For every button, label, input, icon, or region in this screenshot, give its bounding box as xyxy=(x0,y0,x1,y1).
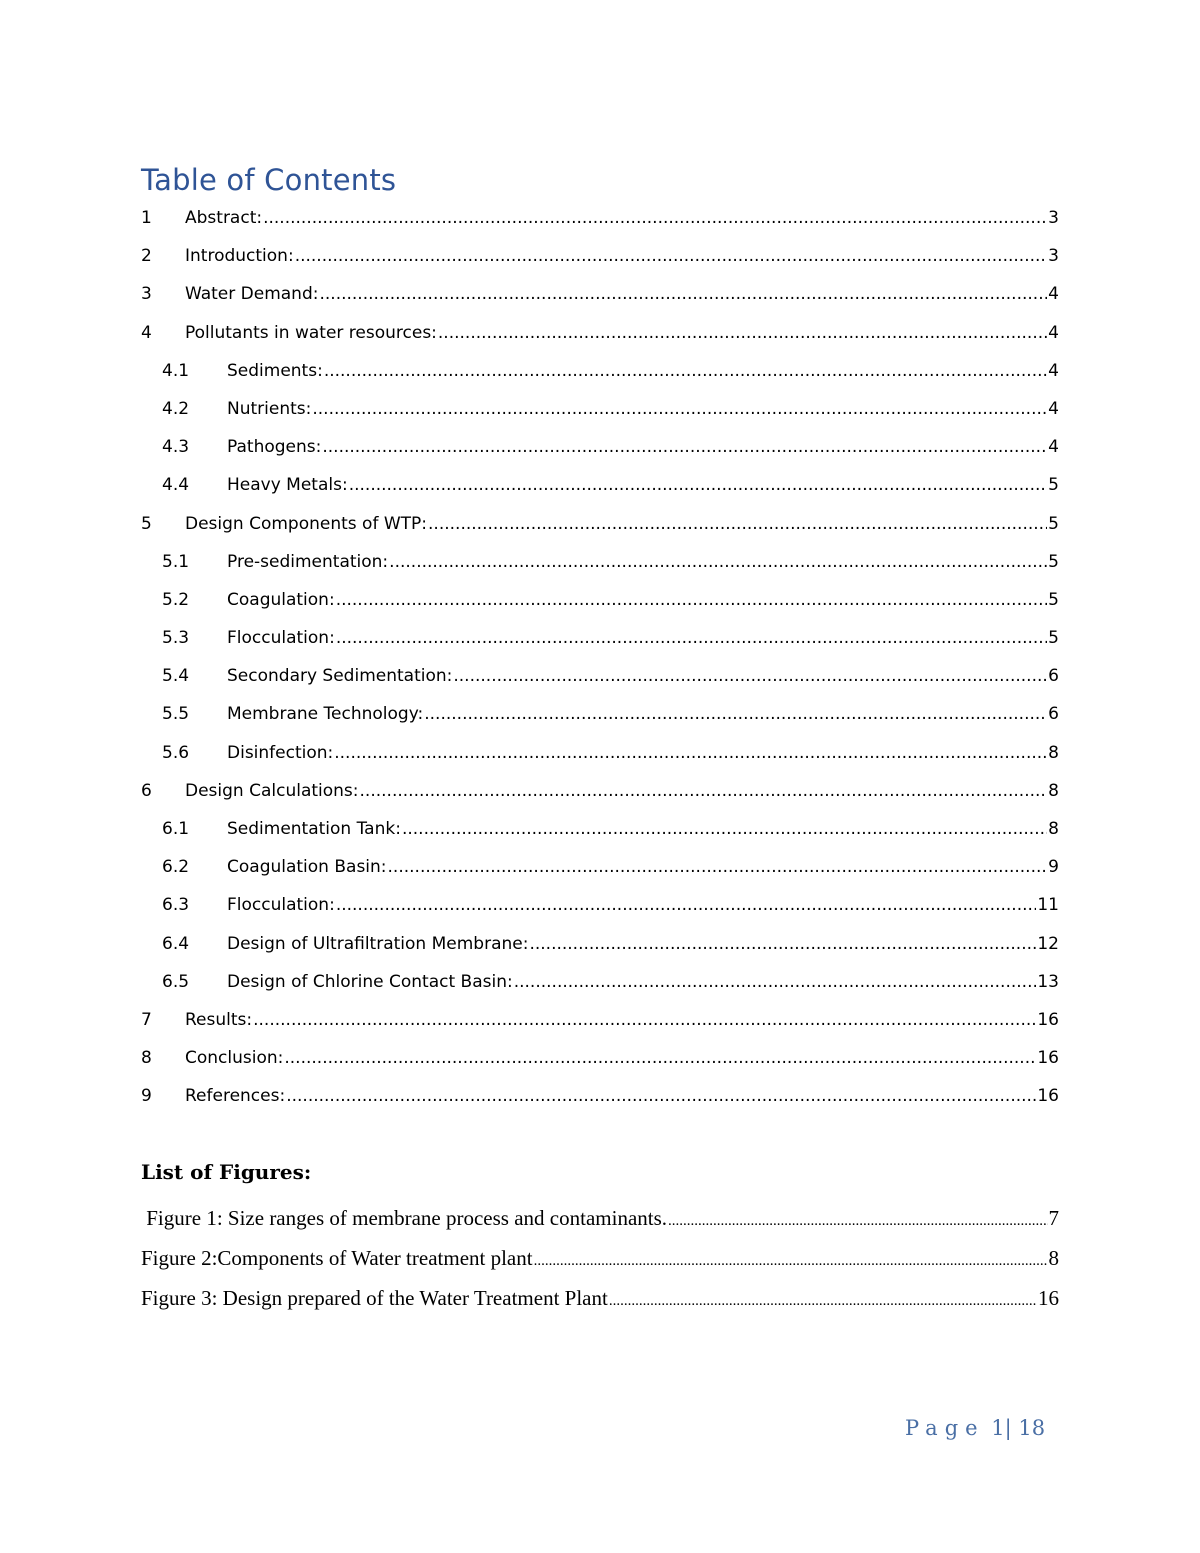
toc-entry-label: Design of Chlorine Contact Basin: xyxy=(227,971,513,992)
figure-entry-label: Figure 3: Design prepared of the Water Treatment Plant xyxy=(141,1286,608,1310)
toc-entry[interactable] xyxy=(141,810,1059,848)
dot-leader xyxy=(295,237,1047,275)
toc-entry-page: 11 xyxy=(1037,895,1059,916)
toc-entry[interactable] xyxy=(141,695,1059,733)
toc-entry-label: Introduction: xyxy=(185,246,294,267)
toc-entry-line xyxy=(227,543,1059,581)
toc-entry-line xyxy=(185,1001,1059,1039)
toc-entry-label: Pathogens: xyxy=(227,437,322,458)
toc-entry-label: Membrane Technology: xyxy=(227,704,424,725)
dot-leader xyxy=(609,1281,1037,1321)
page-footer xyxy=(905,1416,1045,1440)
toc-entry-page: 5 xyxy=(1048,551,1059,572)
toc-entry-label: Nutrients: xyxy=(227,398,312,419)
toc-entry-line xyxy=(227,390,1059,428)
figure-entry-label: Figure 1: Size ranges of membrane process and contaminants. xyxy=(141,1206,668,1230)
toc-entry-number: 6.2 xyxy=(162,857,190,878)
toc-entry[interactable] xyxy=(141,237,1059,275)
toc-entry-page: 16 xyxy=(1037,1009,1059,1030)
toc-entry-page: 5 xyxy=(1048,628,1059,649)
toc-entry-page: 5 xyxy=(1048,513,1059,534)
toc-entry[interactable] xyxy=(141,390,1059,428)
figure-entry-label: Figure 2:Components of Water treatment plant xyxy=(141,1246,533,1270)
toc-entry-number: 5.2 xyxy=(162,589,190,610)
toc-entry-line xyxy=(185,199,1059,237)
footer-current-page: 1 xyxy=(991,1416,1005,1440)
dot-leader xyxy=(322,428,1047,466)
toc-entry-number: 5.1 xyxy=(162,551,190,572)
toc-entry-number: 7 xyxy=(141,1009,152,1030)
toc-entry-number: 3 xyxy=(141,284,152,305)
figure-entry[interactable] xyxy=(141,1238,1059,1278)
toc-entry-line xyxy=(227,810,1059,848)
toc-entry[interactable] xyxy=(141,734,1059,772)
footer-total-pages: 18 xyxy=(1018,1416,1046,1440)
dot-leader xyxy=(319,275,1047,313)
dot-leader xyxy=(336,619,1047,657)
toc-entry-page: 6 xyxy=(1048,666,1059,687)
toc-entry-page: 8 xyxy=(1048,819,1059,839)
toc-entry[interactable] xyxy=(141,657,1059,695)
toc-entry-label: Pollutants in water resources: xyxy=(185,322,437,343)
toc-entry[interactable] xyxy=(141,581,1059,619)
dot-leader xyxy=(402,810,1047,848)
dot-leader xyxy=(514,963,1037,1001)
toc-entry-number: 1 xyxy=(141,208,152,228)
toc-entry-number: 4.2 xyxy=(162,398,190,419)
toc-entry-number: 5.6 xyxy=(162,742,190,763)
toc-entry[interactable] xyxy=(141,886,1059,924)
toc-entry-page: 8 xyxy=(1048,780,1059,801)
toc-entry-number: 6.3 xyxy=(162,895,190,916)
toc-entry-number: 5 xyxy=(141,513,152,534)
toc-entry-page: 6 xyxy=(1048,704,1059,725)
toc-entry-label: Design Calculations: xyxy=(185,780,359,801)
toc-entry-label: Secondary Sedimentation: xyxy=(227,666,453,687)
toc-entry-label: Coagulation Basin: xyxy=(227,857,387,878)
dot-leader xyxy=(534,1241,1048,1281)
dot-leader xyxy=(360,772,1048,810)
toc-entry-line xyxy=(185,1077,1059,1115)
dot-leader xyxy=(253,1001,1036,1039)
toc-entry-number: 9 xyxy=(141,1086,152,1107)
dot-leader xyxy=(529,925,1036,963)
toc-entry[interactable] xyxy=(141,314,1059,352)
toc-entry-label: Sedimentation Tank: xyxy=(227,819,401,839)
toc-entry-label: Disinfection: xyxy=(227,742,334,763)
list-of-figures xyxy=(141,1198,1059,1318)
toc-entry-line xyxy=(227,963,1059,1001)
toc-list xyxy=(141,199,1059,1116)
list-of-figures-heading: List of Figures: xyxy=(141,1160,312,1184)
figure-entry[interactable] xyxy=(141,1278,1059,1318)
dot-leader xyxy=(336,886,1037,924)
toc-entry-line xyxy=(185,1039,1059,1077)
toc-entry[interactable] xyxy=(141,848,1059,886)
toc-entry-line xyxy=(185,772,1059,810)
toc-entry[interactable] xyxy=(141,963,1059,1001)
toc-entry-page: 4 xyxy=(1048,437,1059,458)
toc-entry-number: 5.5 xyxy=(162,704,190,725)
footer-separator: | xyxy=(1004,1416,1012,1440)
toc-entry-line xyxy=(227,695,1059,733)
toc-entry-page: 16 xyxy=(1037,1086,1059,1107)
toc-entry-number: 8 xyxy=(141,1048,152,1069)
dot-leader xyxy=(389,543,1047,581)
dot-leader xyxy=(388,848,1048,886)
toc-entry-page: 5 xyxy=(1048,475,1059,496)
toc-entry-line xyxy=(185,237,1059,275)
dot-leader xyxy=(438,314,1047,352)
toc-entry[interactable] xyxy=(141,466,1059,504)
toc-entry-line xyxy=(227,848,1059,886)
dot-leader xyxy=(453,657,1047,695)
toc-entry-label: Results: xyxy=(185,1009,253,1030)
toc-entry-number: 6.5 xyxy=(162,971,190,992)
toc-entry-label: Abstract: xyxy=(185,208,263,228)
toc-entry[interactable] xyxy=(141,428,1059,466)
toc-entry-line xyxy=(227,657,1059,695)
toc-entry-line xyxy=(227,886,1059,924)
toc-entry-label: Heavy Metals: xyxy=(227,475,348,496)
toc-title: Table of Contents xyxy=(141,163,397,197)
dot-leader xyxy=(334,734,1047,772)
toc-entry-page: 12 xyxy=(1037,933,1059,954)
toc-entry-page: 4 xyxy=(1048,360,1059,381)
toc-entry-line xyxy=(227,925,1059,963)
toc-entry-label: Water Demand: xyxy=(185,284,319,305)
dot-leader xyxy=(263,199,1047,237)
toc-entry[interactable] xyxy=(141,352,1059,390)
toc-entry-line xyxy=(227,428,1059,466)
toc-entry[interactable] xyxy=(141,505,1059,543)
dot-leader xyxy=(349,466,1047,504)
dot-leader xyxy=(324,352,1047,390)
toc-entry-page: 3 xyxy=(1048,208,1059,228)
toc-entry-line xyxy=(227,619,1059,657)
toc-entry-page: 3 xyxy=(1048,246,1059,267)
toc-entry-label: Sediments: xyxy=(227,360,323,381)
figure-entry-page: 8 xyxy=(1048,1246,1059,1270)
figure-entry-page: 16 xyxy=(1038,1286,1059,1310)
toc-entry-page: 8 xyxy=(1048,742,1059,763)
toc-entry-line xyxy=(185,314,1059,352)
toc-entry-page: 13 xyxy=(1037,971,1059,992)
toc-entry-number: 4.1 xyxy=(162,360,190,381)
dot-leader xyxy=(336,581,1047,619)
toc-entry[interactable] xyxy=(141,1001,1059,1039)
toc-entry-label: Pre-sedimentation: xyxy=(227,551,389,572)
dot-leader xyxy=(312,390,1047,428)
toc-entry-line xyxy=(227,581,1059,619)
dot-leader xyxy=(286,1077,1036,1115)
footer-page-word: Page xyxy=(905,1416,985,1440)
figure-entry-page: 7 xyxy=(1048,1206,1059,1230)
toc-entry-label: Flocculation: xyxy=(227,628,335,649)
toc-entry-page: 9 xyxy=(1048,857,1059,878)
dot-leader xyxy=(284,1039,1036,1077)
toc-entry-label: Conclusion: xyxy=(185,1048,284,1069)
toc-entry-page: 5 xyxy=(1048,589,1059,610)
toc-entry-page: 4 xyxy=(1048,322,1059,343)
toc-entry-label: References: xyxy=(185,1086,286,1107)
toc-entry[interactable] xyxy=(141,619,1059,657)
toc-entry-label: Coagulation: xyxy=(227,589,335,610)
toc-entry-number: 5.4 xyxy=(162,666,190,687)
toc-entry-number: 6.4 xyxy=(162,933,190,954)
toc-entry-number: 4.4 xyxy=(162,475,190,496)
toc-entry[interactable] xyxy=(141,199,1059,237)
toc-entry-line xyxy=(185,505,1059,543)
toc-entry[interactable] xyxy=(141,1039,1059,1077)
toc-entry-label: Design Components of WTP: xyxy=(185,513,428,534)
toc-entry-label: Design of Ultrafiltration Membrane: xyxy=(227,933,529,954)
toc-entry-number: 6.1 xyxy=(162,819,190,839)
dot-leader xyxy=(428,505,1047,543)
toc-entry-line xyxy=(227,466,1059,504)
toc-entry[interactable] xyxy=(141,772,1059,810)
toc-entry-line xyxy=(227,352,1059,390)
toc-entry-number: 2 xyxy=(141,246,152,267)
toc-entry[interactable] xyxy=(141,543,1059,581)
dot-leader xyxy=(424,695,1047,733)
toc-entry-line xyxy=(185,275,1059,313)
toc-entry-page: 4 xyxy=(1048,398,1059,419)
toc-entry-line xyxy=(227,734,1059,772)
toc-entry[interactable] xyxy=(141,1077,1059,1115)
toc-entry-number: 4 xyxy=(141,322,152,343)
toc-entry-number: 6 xyxy=(141,780,152,801)
toc-entry-number: 4.3 xyxy=(162,437,190,458)
toc-entry-number: 5.3 xyxy=(162,628,190,649)
toc-entry-label: Flocculation: xyxy=(227,895,335,916)
dot-leader xyxy=(668,1201,1047,1241)
toc-entry[interactable] xyxy=(141,925,1059,963)
toc-entry-page: 4 xyxy=(1048,284,1059,305)
toc-entry-page: 16 xyxy=(1037,1048,1059,1069)
figure-entry[interactable] xyxy=(141,1198,1059,1238)
toc-entry[interactable] xyxy=(141,275,1059,313)
